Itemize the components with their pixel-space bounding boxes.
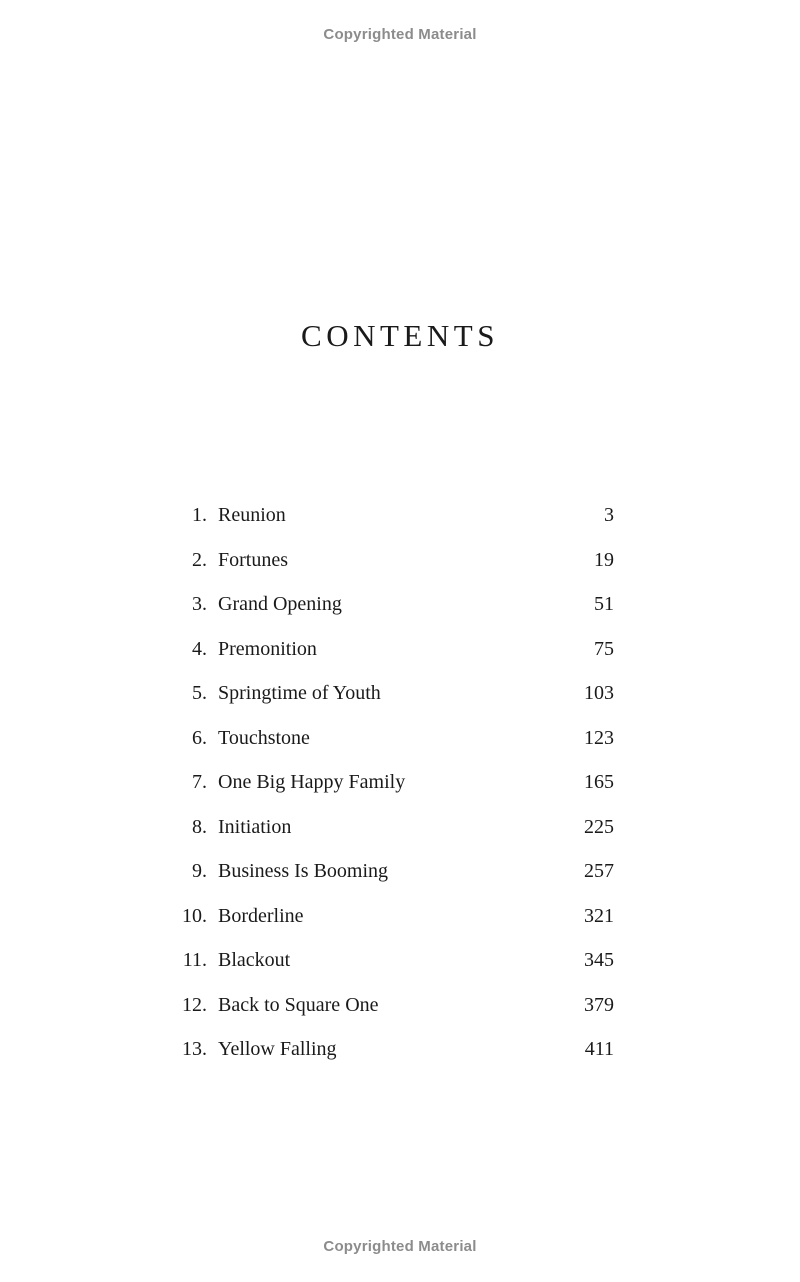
chapter-number: 8.	[192, 815, 207, 838]
chapter-number: 10.	[182, 904, 207, 927]
chapter-title: Back to Square One	[218, 993, 379, 1016]
toc-entry	[170, 1038, 614, 1083]
table-of-contents	[170, 504, 614, 1083]
chapter-number: 9.	[192, 860, 207, 882]
chapter-title: Business Is Booming	[218, 860, 389, 882]
toc-entry	[170, 549, 614, 594]
chapter-number: 1.	[192, 504, 207, 526]
toc-entry	[170, 949, 614, 994]
chapter-title: Blackout	[218, 949, 291, 971]
toc-entry	[170, 682, 614, 727]
chapter-title: Initiation	[218, 815, 292, 838]
chapter-number: 4.	[192, 637, 207, 660]
chapter-title: Grand Opening	[218, 593, 342, 615]
chapter-number: 3.	[192, 593, 207, 615]
toc-entry	[170, 727, 614, 772]
chapter-title: Springtime of Youth	[218, 682, 381, 704]
page-number: 165	[584, 771, 614, 793]
chapter-number: 12.	[182, 993, 207, 1016]
toc-entry	[170, 905, 614, 950]
toc-entry	[170, 860, 614, 905]
chapter-title: Reunion	[218, 504, 286, 526]
page-number: 257	[584, 860, 614, 882]
toc-entry	[170, 504, 614, 549]
page-number: 19	[594, 548, 614, 571]
chapter-number: 5.	[192, 682, 207, 704]
chapter-number: 6.	[192, 726, 207, 749]
chapter-title: Yellow Falling	[218, 1038, 337, 1060]
toc-entry	[170, 816, 614, 861]
page-number: 3	[604, 504, 614, 526]
chapter-title: One Big Happy Family	[218, 771, 406, 793]
chapter-title: Touchstone	[218, 726, 310, 749]
page-number: 321	[584, 904, 614, 927]
chapter-title: Fortunes	[218, 548, 288, 571]
chapter-title: Premonition	[218, 637, 317, 660]
page-number: 345	[584, 949, 614, 971]
page-number: 411	[584, 1038, 614, 1060]
chapter-number: 2.	[192, 548, 207, 571]
toc-entry	[170, 638, 614, 683]
toc-entry	[170, 593, 614, 638]
copyright-watermark-top: Copyrighted Material	[323, 26, 477, 43]
chapter-number: 13.	[182, 1038, 207, 1060]
page-number: 123	[584, 726, 614, 749]
page-number: 379	[584, 993, 614, 1016]
copyright-watermark-bottom: Copyrighted Material	[323, 1238, 477, 1255]
toc-entry	[170, 771, 614, 816]
chapter-title: Borderline	[218, 904, 304, 927]
chapter-number: 11.	[182, 949, 207, 971]
chapter-number: 7.	[192, 771, 207, 793]
page-number: 225	[584, 815, 614, 838]
page-title: CONTENTS	[301, 318, 499, 353]
page-number: 51	[594, 593, 614, 615]
page-number: 75	[594, 637, 614, 660]
toc-entry	[170, 994, 614, 1039]
page-number: 103	[584, 682, 614, 704]
